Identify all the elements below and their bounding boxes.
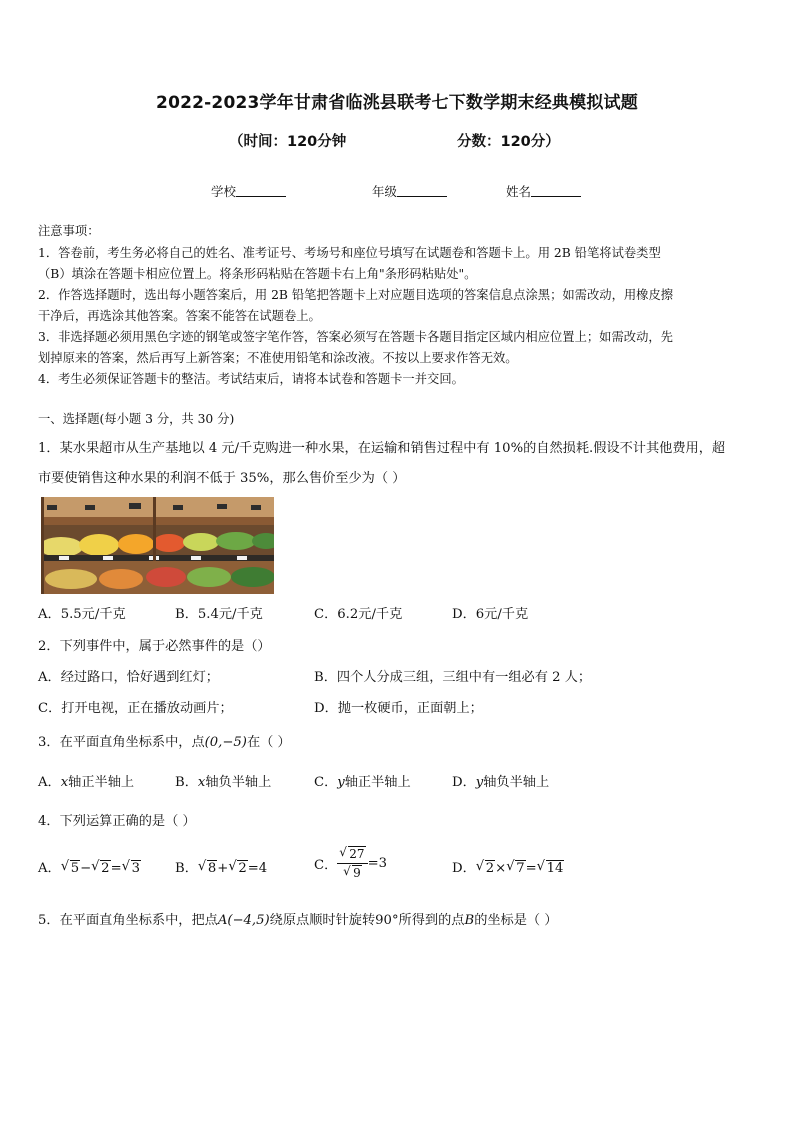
q3-option-a [38, 771, 134, 790]
q4-option-d-label: D． [452, 861, 476, 876]
q4-option-c-result: =3 [367, 856, 388, 871]
q4-option-c-label: C． [314, 858, 338, 873]
fraction [337, 845, 367, 882]
notice-line: 4．考生必须保证答题卡的整洁。考试结束后，请将本试卷和答题卡一并交回。 [38, 372, 464, 386]
notice-heading: 注意事项： [38, 224, 100, 238]
q2-stem: 2．下列事件中，属于必然事件的是（） [38, 639, 271, 654]
q3-option-c-var: y [337, 775, 345, 790]
q4-option-c [314, 845, 387, 882]
sqrt-sign [61, 861, 80, 876]
q4-option-a [38, 857, 141, 876]
q3-option-a-text: 轴正半轴上 [68, 775, 135, 790]
school-field [211, 182, 286, 200]
q1-option-c: C．6.2元/千克 [314, 607, 403, 622]
q3-point: (0,−5) [204, 735, 247, 750]
notice-line: 划掉原来的答案，然后再写上新答案；不准使用铅笔和涂改液。不按以上要求作答无效。 [38, 351, 518, 365]
sqrt-sign [506, 861, 525, 876]
sqrt-sign [343, 864, 362, 882]
notice-line: 2．作答选择题时，选出每小题答案后，用 2B 铅笔把答题卡上对应题目选项的答案信息点涂黑；如需改动，用橡皮擦 [38, 288, 674, 302]
q1-option-b: B．5.4元/千克 [175, 607, 263, 622]
q3-option-d-text: 轴负半轴上 [483, 775, 550, 790]
operator: + [217, 861, 229, 876]
q5-stem-pre: 5．在平面直角坐标系中，把点 [38, 913, 218, 928]
q5-stem-post: 的坐标是（ ） [474, 913, 558, 928]
notice-line: （B）填涂在答题卡相应位置上。将条形码粘贴在答题卡右上角"条形码粘贴处"。 [38, 267, 477, 281]
q2-option-c: C．打开电视，正在播放动画片； [38, 701, 233, 716]
q2-option-b: B．四个人分成三组，三组中有一组必有 2 人； [314, 670, 592, 685]
q4-stem: 4．下列运算正确的是（ ） [38, 814, 196, 829]
q3-stem-post: 在（ ） [246, 735, 291, 750]
exam-time: （时间：120分钟 [229, 134, 347, 150]
q5-point-b: B [464, 913, 475, 928]
sqrt-sign [198, 861, 217, 876]
q4-option-b-label: B． [175, 861, 198, 876]
numerator: 27 [349, 847, 365, 861]
sqrt-sign [537, 861, 565, 876]
operator: = [110, 861, 122, 876]
notice-line: 1．答卷前，考生务必将自己的姓名、准考证号、考场号和座位号填写在试题卷和答题卡上。用 2B 铅笔将试卷类型 [38, 246, 661, 260]
q3-option-d [452, 771, 549, 790]
sqrt-sign [91, 861, 110, 876]
q3-option-b-var: x [197, 775, 206, 790]
radicand: 2 [238, 861, 247, 876]
sqrt-sign [122, 861, 141, 876]
radicand: 5 [70, 861, 80, 876]
radicand: 7 [516, 861, 525, 876]
name-label: 姓名 [506, 184, 532, 199]
radicand: 8 [207, 861, 217, 876]
sqrt-sign [228, 861, 247, 876]
q4-option-b-result: =4 [247, 861, 268, 876]
sqrt-sign [476, 861, 495, 876]
q4-option-a-label: A． [38, 861, 61, 876]
q1-option-a: A．5.5元/千克 [38, 607, 126, 622]
q5-stem [38, 909, 558, 928]
q5-stem-mid: 绕原点顺时针旋转 [269, 913, 376, 928]
denominator: 9 [353, 866, 361, 880]
sqrt-sign [339, 845, 365, 863]
exam-score: 分数：120分） [457, 134, 560, 150]
q3-option-b [175, 771, 271, 790]
q3-option-d-var: y [475, 775, 484, 790]
radicand: 2 [485, 861, 495, 876]
radicand: 3 [131, 861, 141, 876]
radicand: 2 [101, 861, 110, 876]
fruit-market-photo [41, 497, 274, 594]
q3-stem [38, 731, 291, 750]
grade-blank [397, 184, 447, 197]
operator: × [495, 861, 507, 876]
q2-option-d: D．抛一枚硬币，正面朝上； [314, 701, 483, 716]
q3-option-c [314, 771, 411, 790]
grade-label: 年级 [372, 184, 398, 199]
school-blank [236, 184, 286, 197]
q1-option-d: D．6元/千克 [452, 607, 529, 622]
name-blank [531, 184, 581, 197]
q3-option-c-text: 轴正半轴上 [344, 775, 411, 790]
q2-option-a: A．经过路口，恰好遇到红灯； [38, 670, 219, 685]
notice-line: 干净后，再选涂其他答案。答案不能答在试题卷上。 [38, 309, 321, 323]
section-heading: 一、选择题(每小题 3 分，共 30 分) [38, 412, 235, 426]
q3-stem-pre: 3．在平面直角坐标系中，点 [38, 735, 205, 750]
q5-point-a: A(−4,5) [217, 913, 270, 928]
q3-option-b-label: B． [175, 775, 198, 790]
q3-option-a-var: x [60, 775, 69, 790]
name-field [506, 182, 581, 200]
grade-field [372, 182, 447, 200]
q4-option-d [452, 857, 564, 876]
q3-option-c-label: C． [314, 775, 338, 790]
q5-stem-mid2: 所得到的点 [398, 913, 465, 928]
notice-line: 3．非选择题必须用黑色字迹的钢笔或签字笔作答，答案必须写在答题卡各题目指定区域内相应位置上；如需改动，先 [38, 330, 673, 344]
operator: − [80, 861, 92, 876]
radicand: 14 [546, 861, 564, 876]
q4-option-b [175, 857, 267, 876]
q3-option-d-label: D． [452, 775, 476, 790]
q3-option-a-label: A． [38, 775, 61, 790]
exam-title: 2022-2023学年甘肃省临洮县联考七下数学期末经典模拟试题 [156, 93, 638, 113]
q1-stem-line1: 1．某水果超市从生产基地以 4 元/千克购进一种水果，在运输和销售过程中有 10%的自然损耗.假设不计其他费用，超 [38, 441, 726, 456]
operator: = [525, 861, 537, 876]
q1-stem-line2: 市要使销售这种水果的利润不低于 35%，那么售价至少为（ ） [38, 471, 406, 486]
q3-option-b-text: 轴负半轴上 [205, 775, 272, 790]
school-label: 学校 [211, 184, 237, 199]
q5-angle: 90° [375, 913, 399, 928]
